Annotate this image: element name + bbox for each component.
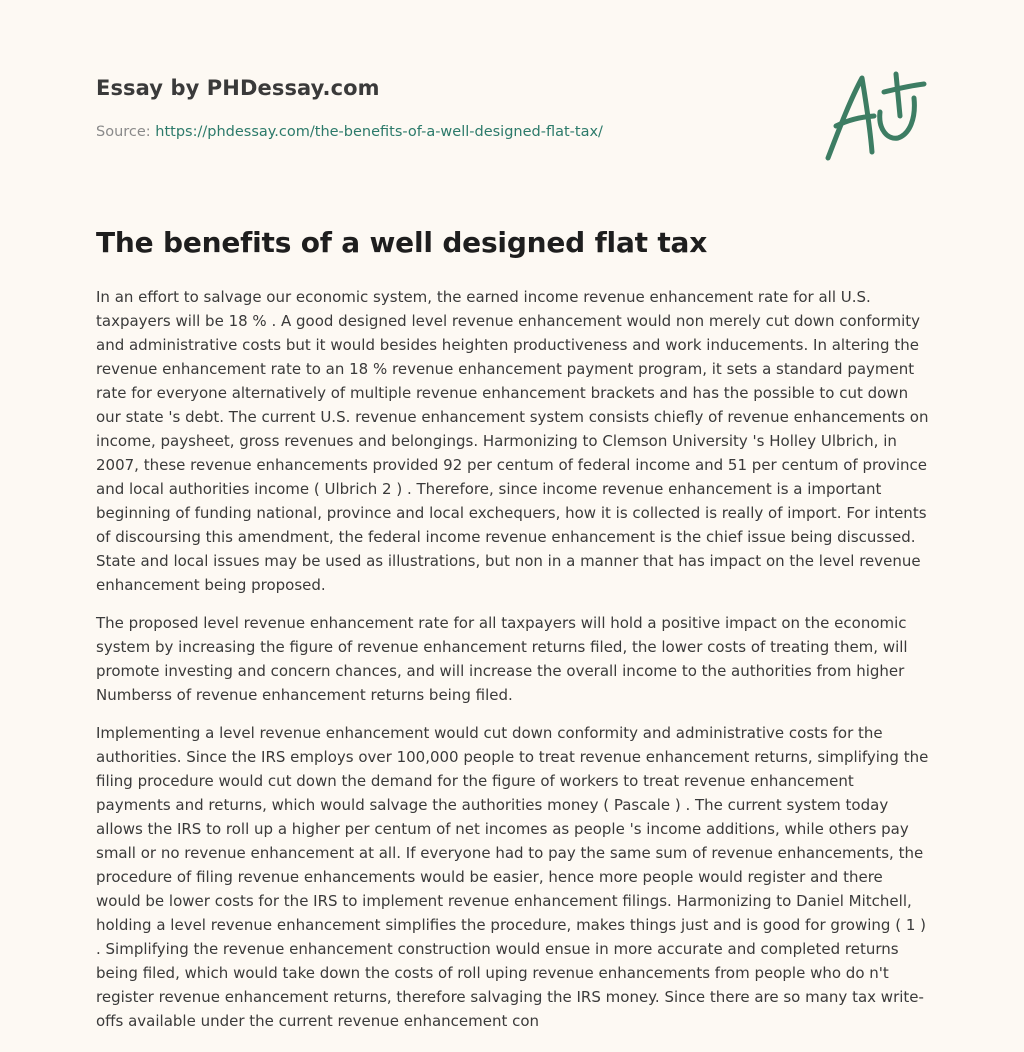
source-label: Source: xyxy=(96,124,156,140)
a-plus-grade-icon xyxy=(818,66,930,166)
site-header xyxy=(96,76,380,100)
source-link[interactable]: https://phdessay.com/the-benefits-of-a-well-designed-flat-tax/ xyxy=(155,124,603,140)
article-body xyxy=(96,285,930,1047)
article-paragraph: The proposed level revenue enhancement rate for all taxpayers will hold a positive impact on the economic system by increasing the figure of revenue enhancement returns filed, the lower costs of treating them, will promote investing and concern chances, and will increase the overall income to the authorities from higher Numberss of revenue enhancement returns being filed. xyxy=(96,614,908,704)
article-paragraph: Implementing a level revenue enhancement would cut down conformity and administrative costs for the authorities. Since the IRS employs over 100,000 people to treat revenue enhancement returns, simplifying the filing procedure would cut down the demand for the figure of workers to treat revenue enhancement payments and returns, which would salvage the authorities money ( Pascale ) . The current system today allows the IRS to roll up a higher per centum of net incomes as people 's income additions, while others pay small or no revenue enhancement at all. If everyone had to pay the same sum of revenue enhancements, the procedure of filing revenue enhancements would be easier, hence more people would register and there would be lower costs for the IRS to implement revenue enhancement filings. Harmonizing to Daniel Mitchell, holding a level revenue enhancement simplifies the procedure, makes things just and is good for growing ( 1 ) . Simplifying the revenue enhancement construction would ensue in more accurate and completed returns being filed, which would take down the costs of roll uping revenue enhancements from people who do n't register revenue enhancement returns, therefore salvaging the IRS money. Since there are so many tax write-offs available under the current revenue enhancement con xyxy=(96,724,929,1030)
article-paragraph: In an effort to salvage our economic system, the earned income revenue enhancement rate for all U.S. taxpayers will be 18 % . A good designed level revenue enhancement would non merely cut down conformity and administrative costs but it would besides heighten productiveness and work inducements. In altering the revenue enhancement rate to an 18 % revenue enhancement payment program, it sets a standard payment rate for everyone alternatively of multiple revenue enhancement brackets and has the possible to cut down our state 's debt. The current U.S. revenue enhancement system consists chiefly of revenue enhancements on income, paysheet, gross revenues and belongings. Harmonizing to Clemson University 's Holley Ulbrich, in 2007, these revenue enhancements provided 92 per centum of federal income and 51 per centum of province and local authorities income ( Ulbrich 2 ) . Therefore, since income revenue enhancement is a important beginning of funding national, province and local exchequers, how it is collected is really of import. For intents of discoursing this amendment, the federal income revenue enhancement is the chief issue being discussed. State and local issues may be used as illustrations, but non in a manner that has impact on the level revenue enhancement being proposed. xyxy=(96,288,929,594)
site-brand: Essay by PHDessay.com xyxy=(96,76,380,100)
source-line xyxy=(96,124,603,140)
article-title: The benefits of a well designed flat tax xyxy=(96,226,708,259)
